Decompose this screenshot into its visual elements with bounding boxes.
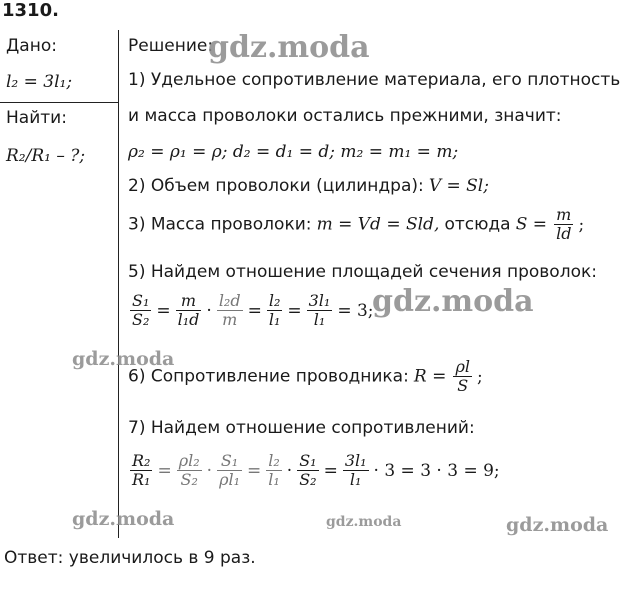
step1-equation: ρ₂ = ρ₁ = ρ; d₂ = d₁ = d; m₂ = m₁ = m; [128,142,459,162]
eq7-frac-rl2-s2 [177,452,202,489]
find-value: R₂/R₁ – ?; [6,146,86,166]
step2-row [128,176,489,196]
watermark-bottom-left: gdz.moda [72,508,175,530]
step5-equation: $\frac{\text{S₁}}{\text{S₂}}$ = $\frac{m}{\text{l₁d}}$ · $\frac{\text{l₂d}}{m}$ = $\frac{\text{l₂}}{\text{l₁}}$ = $\frac{\text{3l₁}}{\text{l₁}}$ = 3; [132,291,374,329]
eq5-frac-l2-l1 [267,292,283,329]
step3-row [128,206,587,243]
eq7-f1-den: R₁ [132,470,151,489]
step3-text: 3) Масса проволоки: [128,214,312,235]
step3-s: S = [515,214,547,235]
eq5-f2-den: l₁d [177,310,200,329]
step6-fraction-den: S [453,376,472,395]
eq7-f2-den: S₂ [177,470,202,489]
eq7-frac-l2-l1 [266,452,282,489]
watermark-middle-left: gdz.moda [72,348,175,370]
eq7-f1-num: R₂ [132,451,151,470]
eq7-f5-den: S₂ [299,470,317,489]
eq5-tail: = 3; [337,300,374,321]
step6-text: 6) Сопротивление проводника: [128,366,409,387]
eq5-frac-3l1-l1 [307,292,333,329]
solution-label: Решение: [128,36,214,56]
eq5-f5-num: 3l₁ [308,291,331,310]
eq5-f1-num: S₁ [132,291,150,310]
watermark-bottom-right: gdz.moda [506,514,609,536]
step3-fraction-den: ld [556,224,572,243]
answer: Ответ: увеличилось в 9 раз. [4,548,256,568]
eq5-f4-den: l₁ [268,310,281,329]
column-divider [118,30,119,538]
given-value: l₂ = 3l₁; [6,72,73,92]
step3-fraction-num: m [556,205,572,224]
step1-line2: и масса проволоки остались прежними, значит: [128,106,562,126]
step6-r: R = [413,366,447,387]
step6-end: ; [476,366,483,387]
eq5-f3-num: l₂d [218,291,241,310]
eq7-f2-num: ρl₂ [178,451,200,470]
step3-word: отсюда [444,214,511,235]
eq5-f2-num: m [180,291,197,310]
eq5-frac-m-l1d [176,292,202,329]
eq7-f3-den: ρl₁ [219,470,240,489]
given-label: Дано: [6,36,57,56]
eq7-tail: · 3 = 3 · 3 = 9; [373,460,500,481]
eq5-f3-den: m [217,310,243,329]
watermark-top: gdz.moda [208,30,370,65]
eq7-f5-num: S₁ [299,451,317,470]
eq5-f1-den: S₂ [132,310,150,329]
eq7-frac-3l1-l1 [343,452,369,489]
eq5-frac-s1-s2 [130,292,151,329]
step3-end: ; [578,214,585,235]
eq7-f4-num: l₂ [268,451,280,470]
step6-fraction [453,358,472,395]
watermark-middle-right: gdz.moda [372,284,534,319]
problem-number: 1310. [2,0,59,21]
find-label: Найти: [6,108,67,128]
eq7-frac-r2-r1 [130,452,152,489]
step5-text: 5) Найдем отношение площадей сечения проволок: [128,262,597,282]
eq5-f5-den: l₁ [307,310,333,329]
step6-row [128,358,486,395]
eq7-f6-den: l₁ [343,470,369,489]
step3-fraction [554,206,573,243]
given-divider [0,102,118,103]
step6-fraction-num: ρl [455,357,470,376]
step3-equation: m = Vd = Sld, [316,214,440,235]
eq7-frac-s1-rl1 [217,452,242,489]
step2-text: 2) Объем проволоки (цилиндра): [128,176,424,196]
step2-equation: V = Sl; [428,176,489,196]
step7-equation: $\frac{\text{R₂}}{\text{R₁}}$ = $\frac{\text{ρl₂}}{\text{S₂}}$ · $\frac{\text{S₁}}{\text{ρl₁}}$ = $\frac{\text{l₂}}{\text{l₁}}$ · $\frac{\text{S₁}}{\text{S₂}}$ = $\frac{\text{3l₁}}{\text{l₁}}$ · 3 = 3 · 3 = 9; [132,451,500,489]
eq7-f4-den: l₁ [268,470,280,489]
eq5-f4-num: l₂ [268,291,281,310]
eq5-frac-l2d-m [217,292,243,329]
eq7-frac-s1-s2 [297,452,318,489]
step7-text: 7) Найдем отношение сопротивлений: [128,418,475,438]
eq7-f3-num: S₁ [220,451,239,470]
watermark-bottom-center: gdz.moda [326,514,402,530]
step1-line1: 1) Удельное сопротивление материала, его плотность [128,70,620,90]
eq7-f6-num: 3l₁ [344,451,367,470]
